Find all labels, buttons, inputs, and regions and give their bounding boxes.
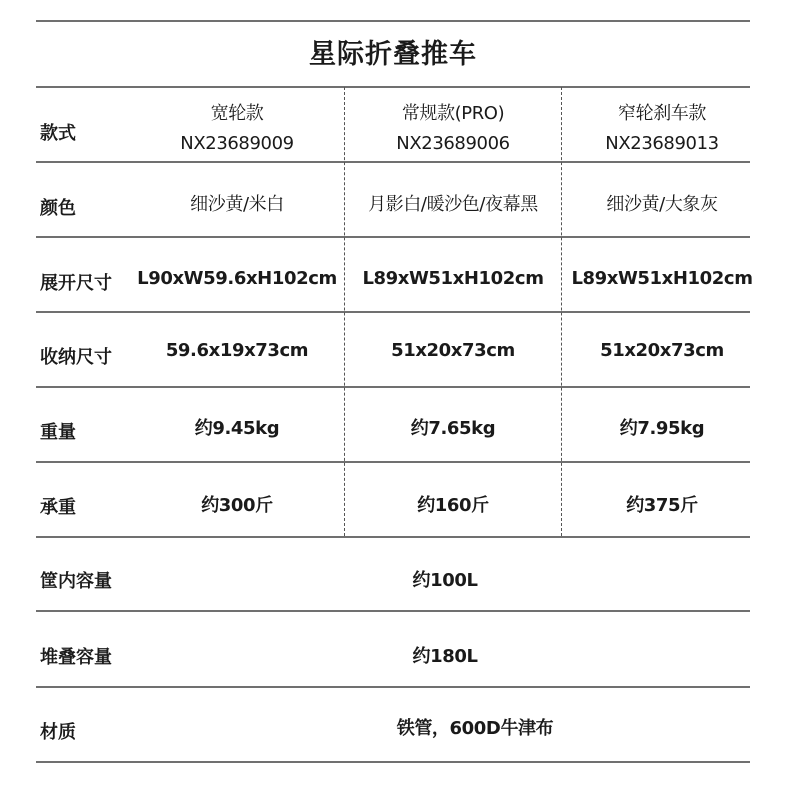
row-label-weight: 重量 (40, 422, 76, 443)
table-cell: 细沙黄/米白 (190, 194, 284, 215)
table-cell-shared: 约100L (412, 570, 478, 591)
model-code: NX23689006 (396, 133, 510, 154)
model-header-wide-wheel (130, 99, 344, 159)
table-cell: 约375斤 (626, 495, 698, 516)
table-cell: L90xW59.6xH102cm (137, 268, 337, 289)
table-cell-shared: 铁管，600D牛津布 (396, 718, 554, 739)
model-header-standard-pro (345, 99, 561, 159)
row-label-load: 承重 (40, 497, 76, 518)
row-label-color: 颜色 (40, 198, 76, 219)
table-cell-shared: 约180L (412, 646, 478, 667)
title-bottom-border (36, 86, 750, 88)
table-cell: 月影白/暖沙色/夜幕黑 (368, 194, 538, 215)
table-top-border (36, 20, 750, 22)
table-cell: L89xW51xH102cm (571, 268, 753, 289)
row-label-folded-size: 收纳尺寸 (40, 347, 112, 368)
model-header-narrow-brake (562, 99, 762, 159)
row-label-material: 材质 (40, 722, 76, 743)
table-cell: 约300斤 (201, 495, 273, 516)
table-cell: 51x20x73cm (391, 340, 515, 361)
table-cell: 约160斤 (417, 495, 489, 516)
row-divider (36, 236, 750, 238)
table-cell: L89xW51xH102cm (362, 268, 544, 289)
page-title: 星际折叠推车 (309, 39, 477, 70)
table-cell: 细沙黄/大象灰 (606, 194, 718, 215)
row-label-stack-capacity: 堆叠容量 (40, 647, 112, 668)
table-cell: 约7.95kg (619, 418, 705, 439)
row-label-style: 款式 (40, 123, 76, 144)
table-bottom-border (36, 761, 750, 763)
row-divider (36, 536, 750, 538)
row-divider (36, 161, 750, 163)
row-divider (36, 461, 750, 463)
row-divider (36, 610, 750, 612)
row-divider (36, 686, 750, 688)
model-name: 窄轮刹车款 (618, 103, 706, 124)
row-divider (36, 386, 750, 388)
table-cell: 约9.45kg (194, 418, 280, 439)
row-label-basket-capacity: 筐内容量 (40, 571, 112, 592)
row-label-unfolded-size: 展开尺寸 (40, 273, 112, 294)
model-name: 常规款(PRO) (401, 103, 505, 124)
model-code: NX23689009 (180, 133, 294, 154)
table-cell: 约7.65kg (410, 418, 496, 439)
table-cell: 51x20x73cm (600, 340, 724, 361)
row-divider (36, 311, 750, 313)
model-name: 宽轮款 (210, 103, 264, 124)
model-code: NX23689013 (605, 133, 719, 154)
table-cell: 59.6x19x73cm (165, 340, 309, 361)
